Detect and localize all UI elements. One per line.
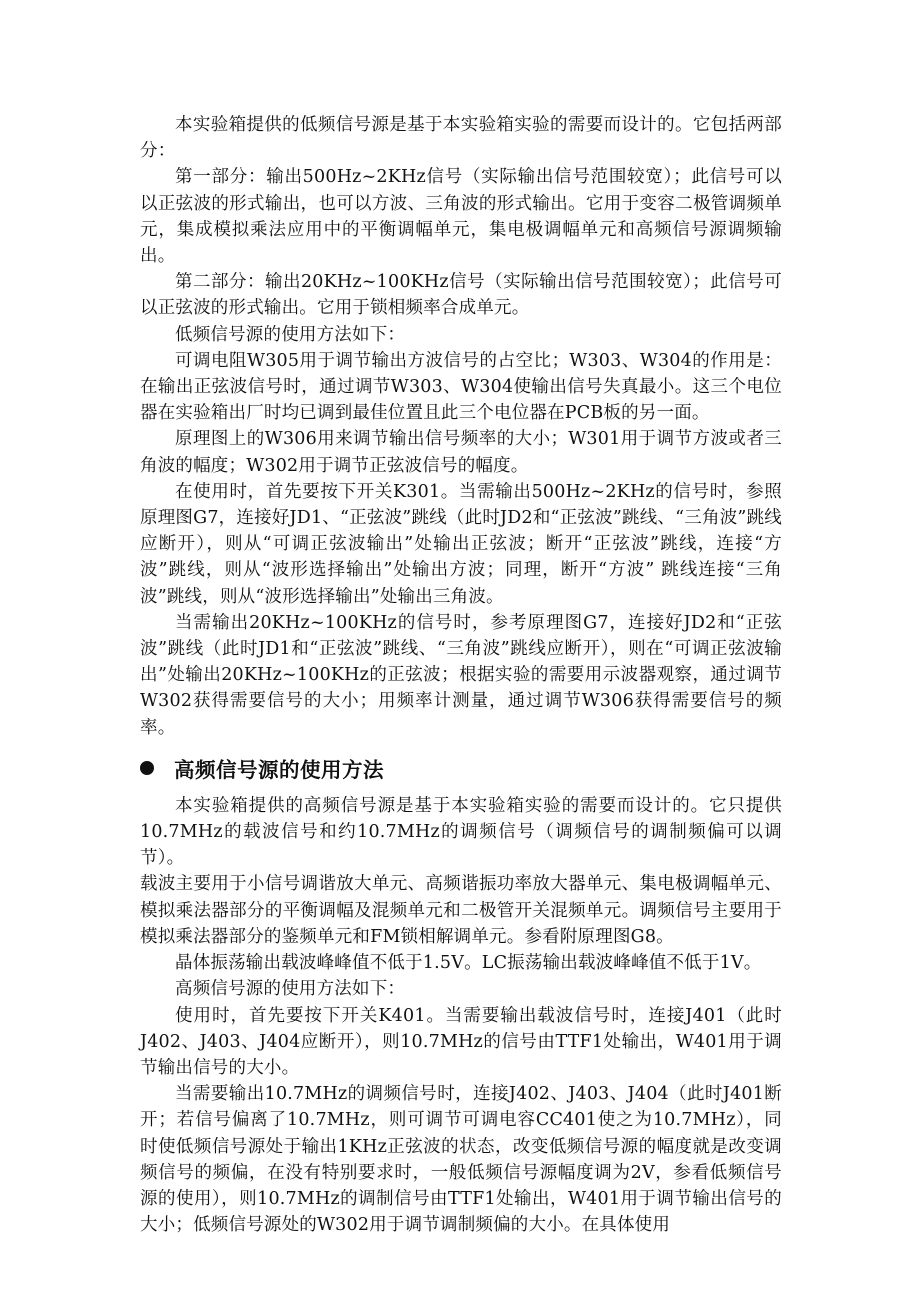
bullet-icon [140, 761, 154, 775]
paragraph-carrier-usage: 载波主要用于小信号调谐放大单元、高频谐振功率放大器单元、集电极调幅单元、模拟乘法器部分的平衡调幅及混频单元和二极管开关混频单元。调频信号主要用于模拟乘法器部分的鉴频单元和FM锁相解调单元。参看附原理图G8。 [140, 874, 782, 947]
paragraph-fm-output-usage: 当需要输出10.7MHz的调频信号时，连接J402、J403、J404（此时J401断开；若信号偏离了10.7MHz，则可调节可调电容CC401使之为10.7MHz），同时使低频信号源处于输出1KHz正弦波的状态，改变低频信号源的幅度就是改变调频信号的频偏，在没有特别要求时，一般低频信号源幅度调为2V，参看低频信号源的使用），则10.7MHz的调制信号由TTF1处输出，W401用于调节输出信号的大小；低频信号源处的W302用于调节调制频偏的大小。在具体使用 [140, 1084, 782, 1236]
paragraph-part-one: 第一部分：输出500Hz~2KHz信号（实际输出信号范围较宽）；此信号可以以正弦波的形式输出，也可以方波、三角波的形式输出。它用于变容二极管调频单元，集成模拟乘法应用中的平衡调幅单元，集电极调幅单元和高频信号源调频输出。 [140, 167, 782, 267]
section-heading-high-freq [140, 751, 782, 785]
paragraph-oscillation-level: 晶体振荡输出载波峰峰值不低于1.5V。LC振荡输出载波峰峰值不低于1V。 [175, 953, 762, 974]
paragraph-low-freq-usage-title: 低频信号源的使用方法如下： [175, 324, 406, 345]
paragraph-20khz-usage: 当需输出20KHz~100KHz的信号时，参考原理图G7，连接好JD2和“正弦波”跳线（此时JD1和“正弦波”跳线、“三角波”跳线应断开），则在“可调正弦波输出”处输出20KHz~100KHz的正弦波；根据实验的需要用示波器观察，通过调节W302获得需要信号的大小；用频率计测量，通过调节W306获得需要信号的频率。 [140, 612, 782, 738]
paragraph-high-freq-usage-title: 高频信号源的使用方法如下： [175, 979, 406, 1000]
heading-text: 高频信号源的使用方法 [174, 757, 384, 782]
paragraph-low-freq-intro: 本实验箱提供的低频信号源是基于本实验箱实验的需要而设计的。它包括两部分： [140, 115, 782, 162]
paragraph-potentiometers: 可调电阻W305用于调节输出方波信号的占空比；W303、W304的作用是：在输出正弦波信号时，通过调节W303、W304使输出信号失真最小。这三个电位器在实验箱出厂时均已调到最佳位置且此三个电位器在PCB板的另一面。 [140, 350, 782, 424]
paragraph-k401-usage: 使用时，首先要按下开关K401。当需要输出载波信号时，连接J401（此时J402、J403、J404应断开），则10.7MHz的信号由TTF1处输出，W401用于调节输出信号的大小。 [140, 1005, 782, 1078]
document-body [140, 112, 782, 1238]
paragraph-k301-usage: 在使用时，首先要按下开关K301。当需输出500Hz~2KHz的信号时，参照原理图G7，连接好JD1、“正弦波”跳线（此时JD2和“正弦波”跳线、“三角波”跳线应断开），则从“可调正弦波输出”处输出正弦波；断开“正弦波”跳线，连接“方波”跳线，则从“波形选择输出”处输出方波；同理，断开“方波” 跳线连接“三角波”跳线，则从“波形选择输出”处输出三角波。 [140, 481, 782, 607]
paragraph-schematic-w306: 原理图上的W306用来调节输出信号频率的大小；W301用于调节方波或者三角波的幅度；W302用于调节正弦波信号的幅度。 [140, 429, 782, 476]
paragraph-part-two: 第二部分：输出20KHz~100KHz信号（实际输出信号范围较宽）；此信号可以正弦波的形式输出。它用于锁相频率合成单元。 [140, 272, 782, 319]
paragraph-high-freq-intro: 本实验箱提供的高频信号源是基于本实验箱实验的需要而设计的。它只提供10.7MHz的载波信号和约10.7MHz的调频信号（调频信号的调制频偏可以调节）。 [140, 795, 782, 869]
